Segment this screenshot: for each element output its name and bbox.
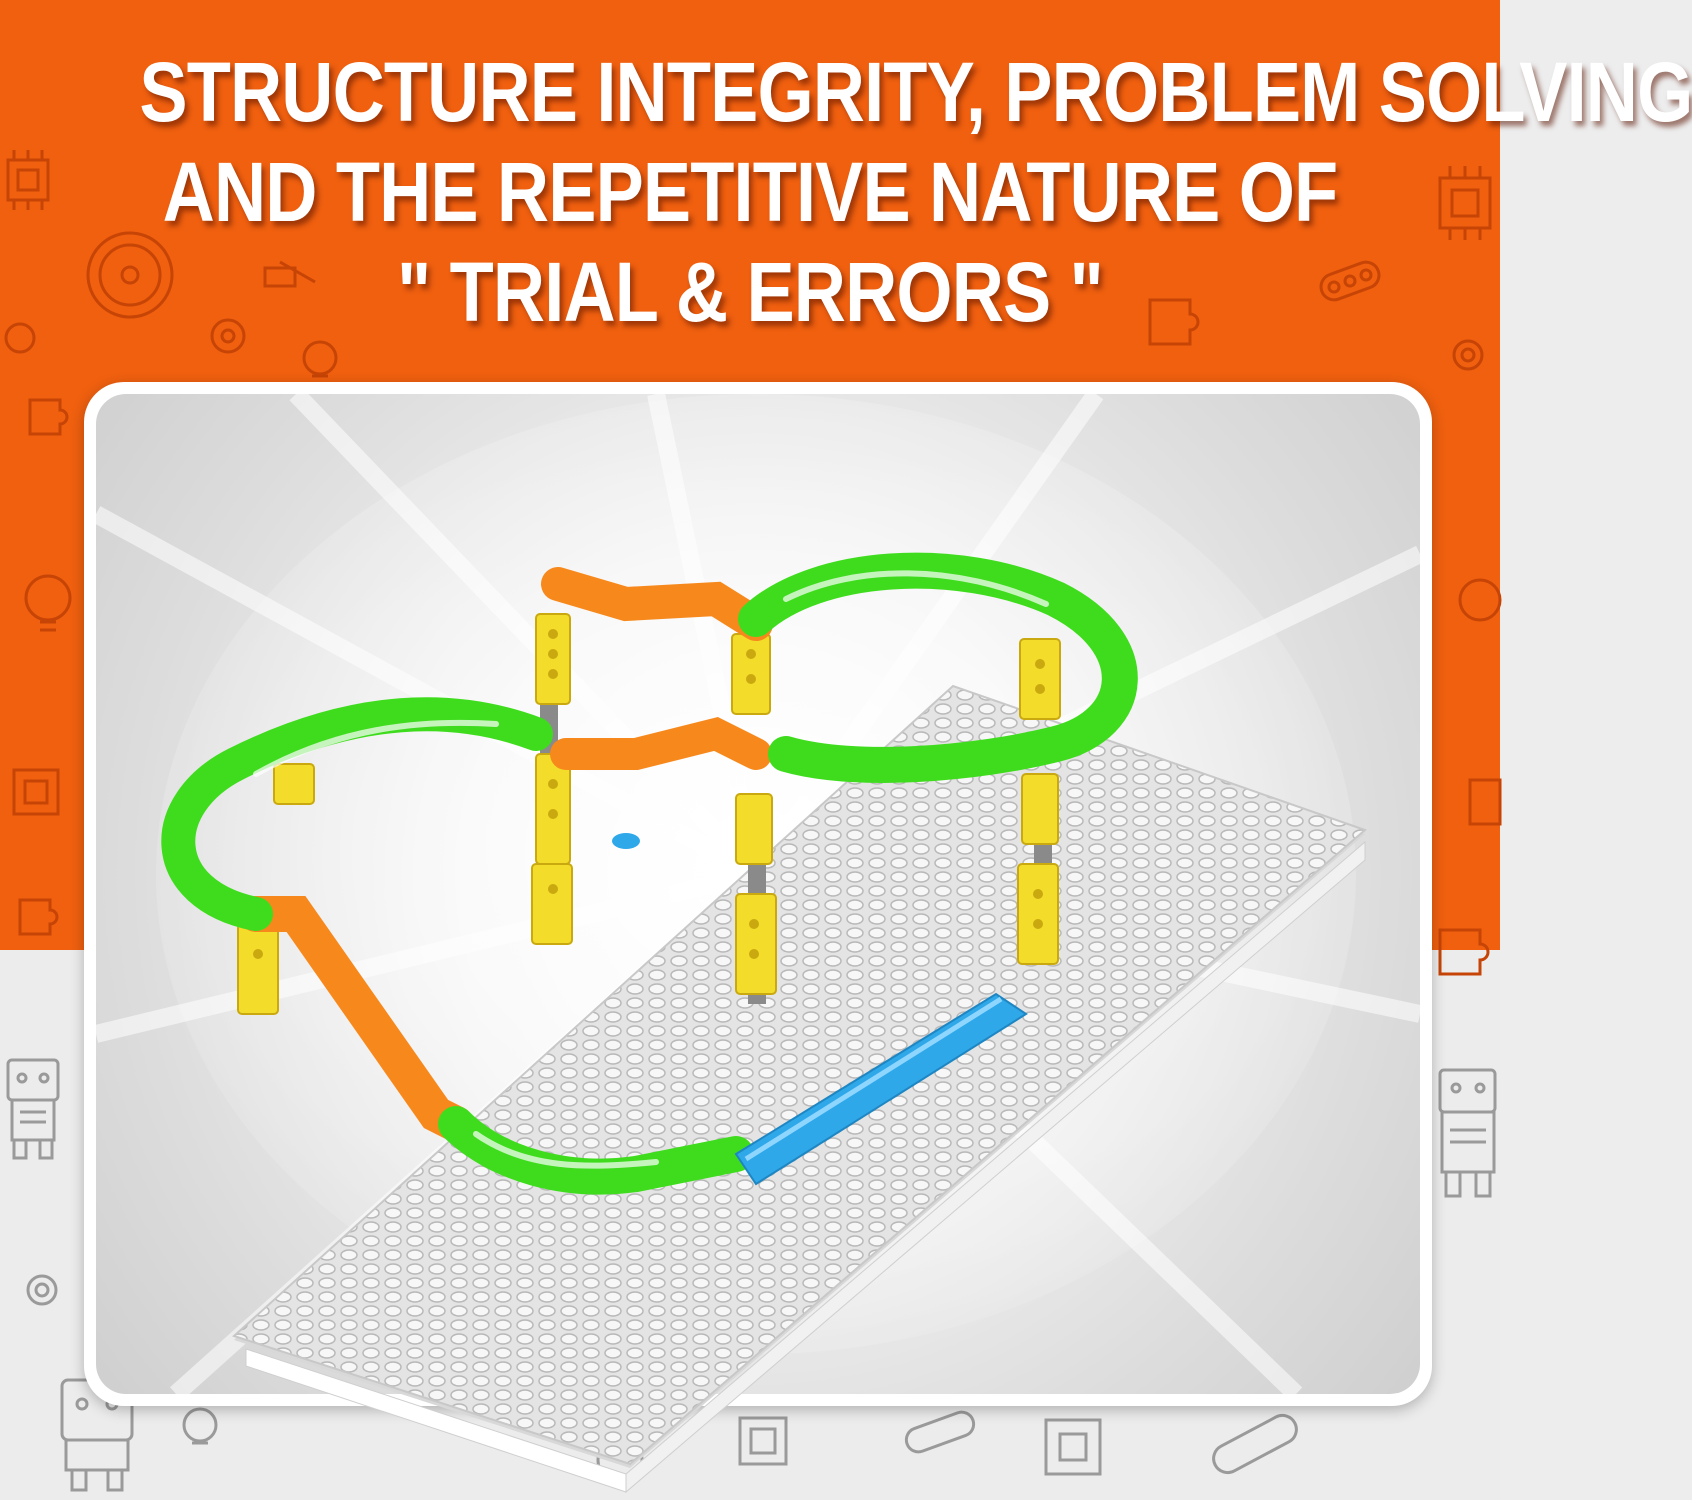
image-panel: [84, 382, 1432, 1406]
link-icon: [903, 1409, 1301, 1478]
lightbulb-icon: [184, 1409, 216, 1443]
headline: [139, 42, 1692, 342]
gear-icon: [1454, 341, 1482, 369]
marble-run-illustration: [96, 394, 1420, 1394]
headline-line-2: AND THE REPETITIVE NATURE OF: [162, 145, 1338, 239]
robot-icon: [1440, 1070, 1495, 1196]
chip-icon: [8, 150, 48, 210]
headline-line-3: " TRIAL & ERRORS ": [397, 245, 1103, 339]
robot-icon: [8, 1060, 58, 1158]
chip-icon: [1440, 166, 1490, 240]
headline-line-1: STRUCTURE INTEGRITY, PROBLEM SOLVING: [139, 45, 1692, 139]
image-panel-inner: [96, 394, 1420, 1394]
lightbulb-icon: [1460, 580, 1500, 620]
